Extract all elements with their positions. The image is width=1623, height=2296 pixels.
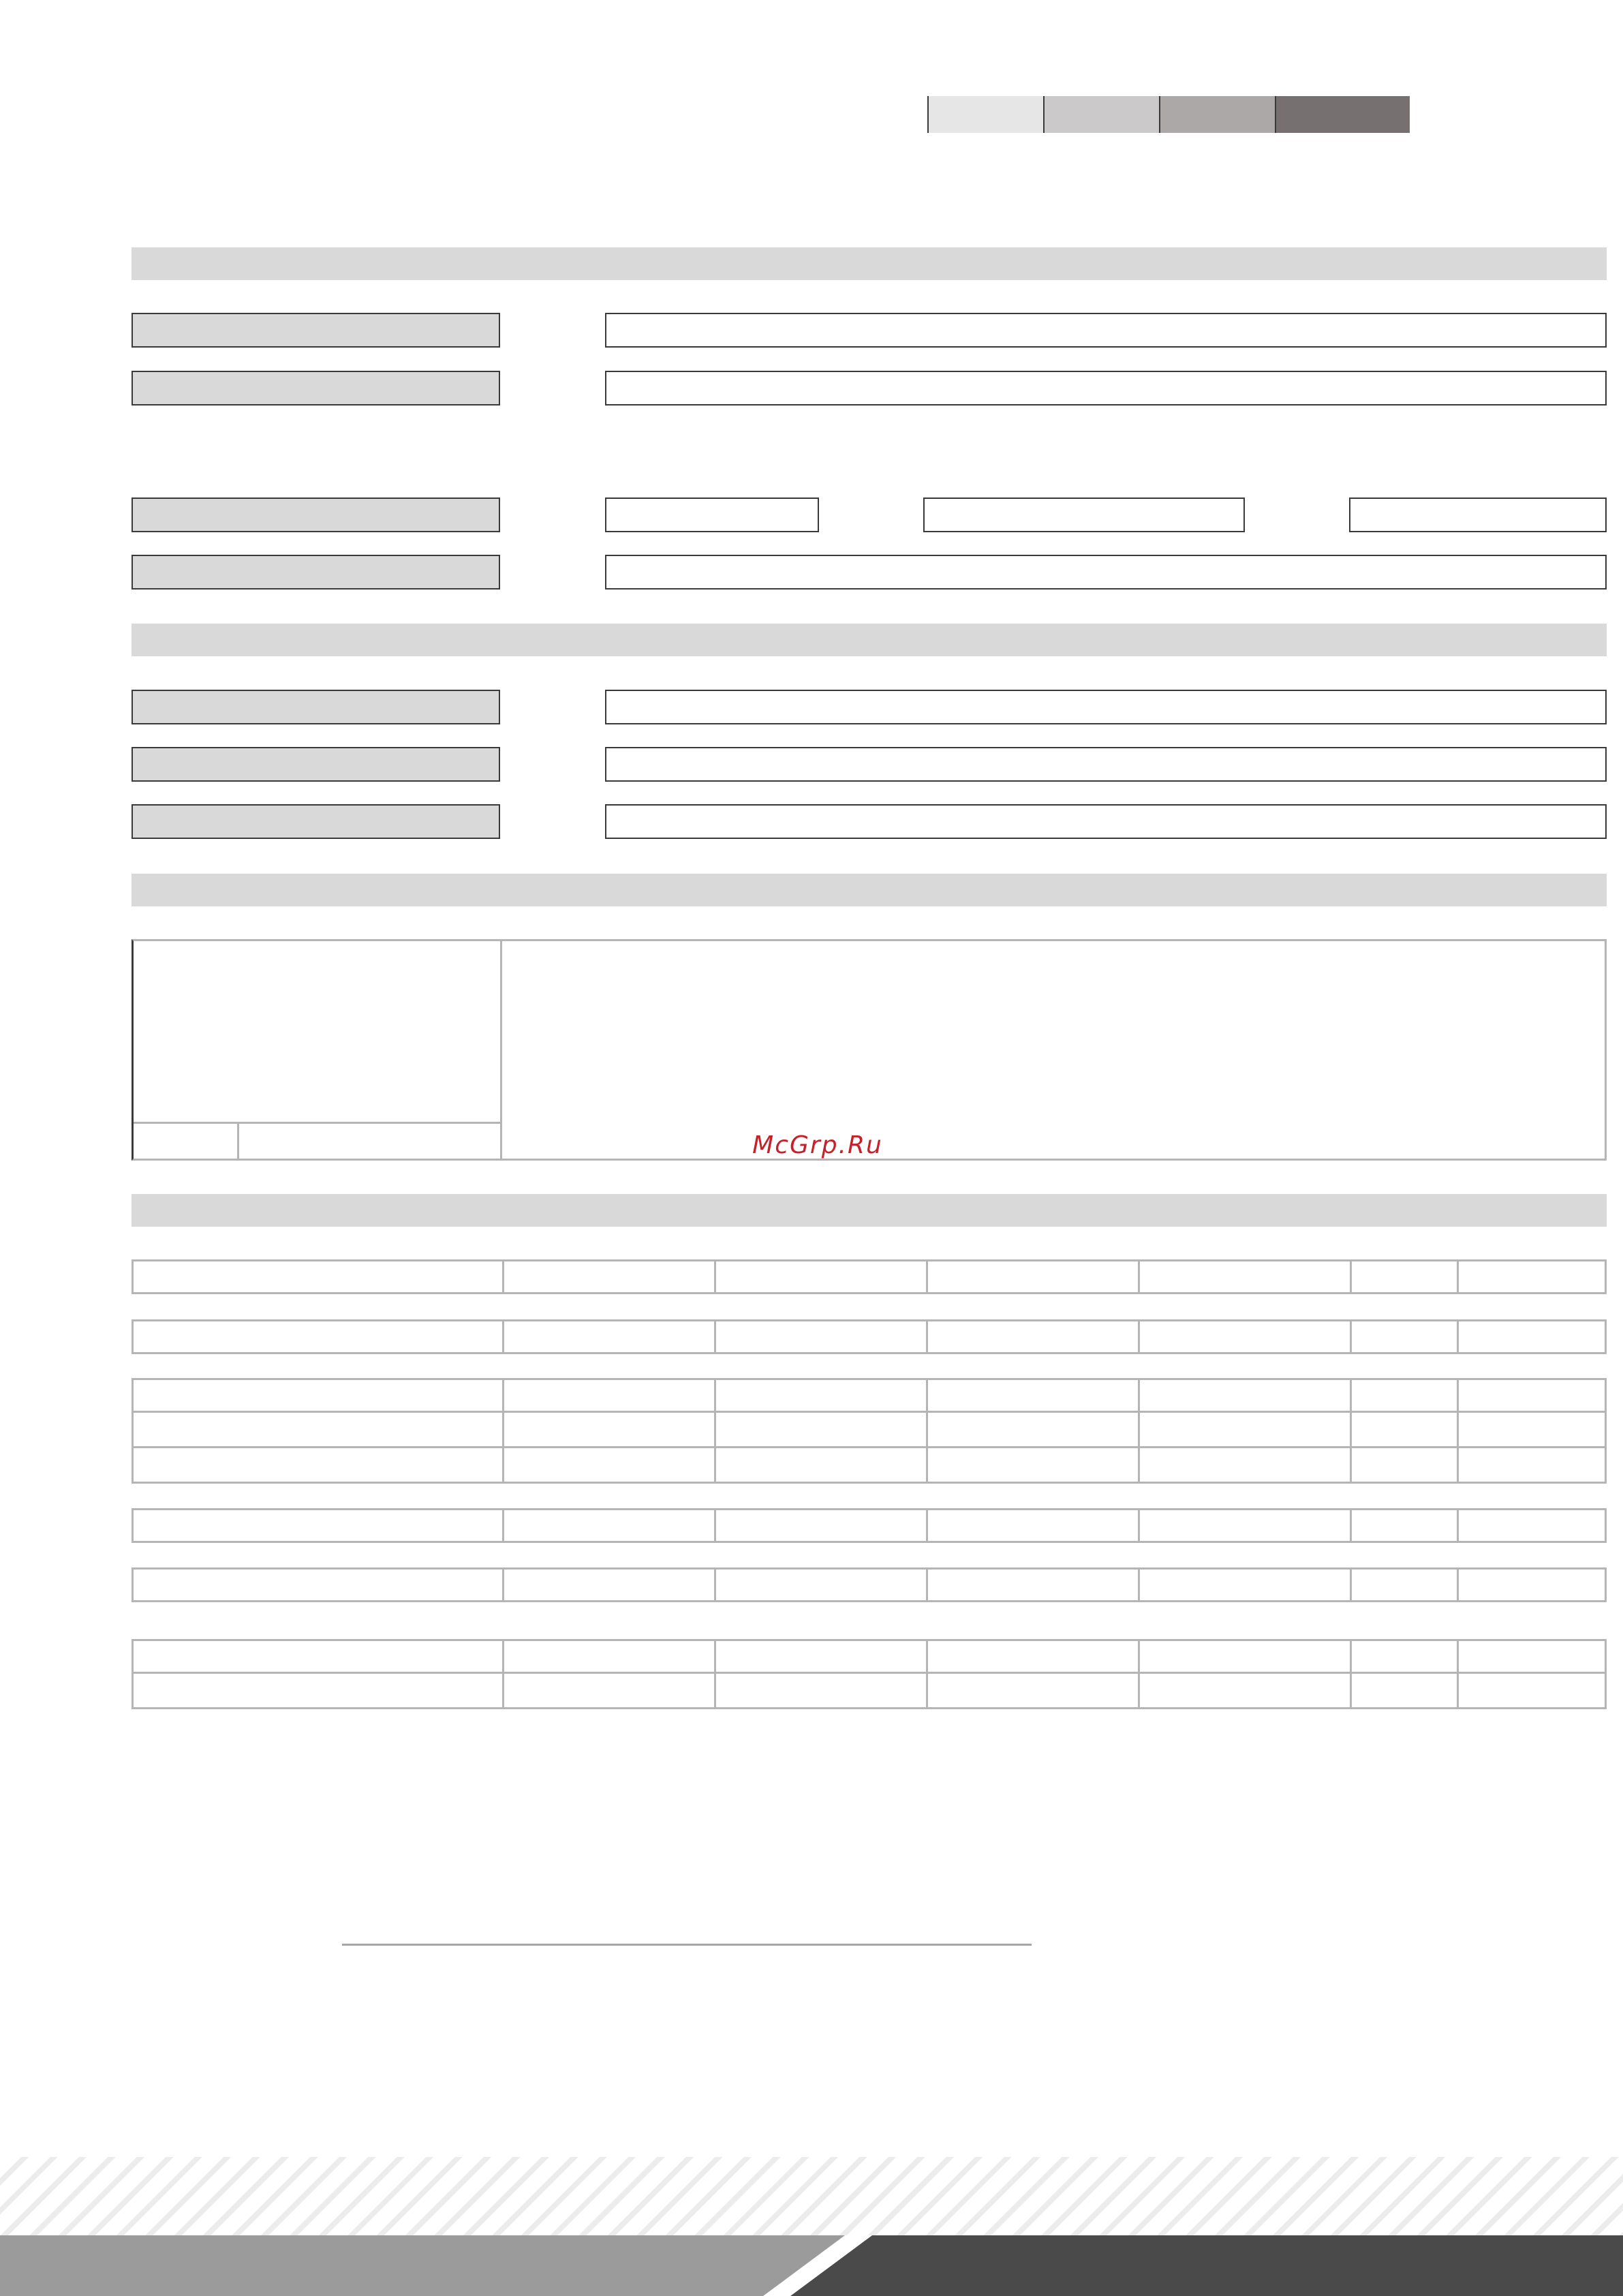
watermark-text: McGrp.Ru — [752, 1131, 883, 1159]
table-cell[interactable] — [1138, 1570, 1350, 1600]
signature-line — [342, 1944, 1032, 1946]
table-cell[interactable] — [134, 1448, 502, 1482]
table-cell[interactable] — [502, 1570, 714, 1600]
form-label-5 — [132, 690, 500, 724]
table-cell[interactable] — [134, 1570, 502, 1600]
form-field-5[interactable] — [605, 690, 1607, 724]
table-cell[interactable] — [1350, 1448, 1457, 1482]
table-cell[interactable] — [926, 1413, 1138, 1446]
table-cell[interactable] — [1457, 1261, 1605, 1292]
footer-band-dark — [790, 2235, 1623, 2296]
table-row — [132, 1413, 1607, 1448]
table-cell[interactable] — [502, 1510, 714, 1541]
table-cell[interactable] — [714, 1510, 926, 1541]
form-label-6 — [132, 747, 500, 782]
table-row — [132, 1378, 1607, 1413]
form-field-3b[interactable] — [923, 498, 1245, 532]
table-cell[interactable] — [502, 1448, 714, 1482]
form-field-6[interactable] — [605, 747, 1607, 782]
table-cell[interactable] — [1457, 1321, 1605, 1352]
table-cell[interactable] — [926, 1510, 1138, 1541]
form-field-3c[interactable] — [1349, 498, 1607, 532]
table-cell[interactable] — [134, 1261, 502, 1292]
table-cell[interactable] — [1457, 1380, 1605, 1411]
table-cell[interactable] — [926, 1641, 1138, 1672]
table-cell[interactable] — [134, 1413, 502, 1446]
table-cell[interactable] — [714, 1448, 926, 1482]
table-cell[interactable] — [1457, 1570, 1605, 1600]
form-label-3 — [132, 498, 500, 532]
swatch-dark — [1275, 96, 1410, 133]
table-cell[interactable] — [134, 1674, 502, 1707]
table-cell[interactable] — [134, 1641, 502, 1672]
table-cell[interactable] — [1138, 1380, 1350, 1411]
table-row — [132, 1674, 1607, 1709]
table-cell[interactable] — [1350, 1413, 1457, 1446]
form-field-7[interactable] — [605, 804, 1607, 839]
table-cell[interactable] — [714, 1261, 926, 1292]
table-cell[interactable] — [1138, 1510, 1350, 1541]
table-cell[interactable] — [502, 1674, 714, 1707]
swatch-mid-dark — [1159, 96, 1275, 133]
table-cell[interactable] — [1350, 1510, 1457, 1541]
table-row — [132, 1508, 1607, 1543]
footer-diagonal-pattern — [0, 2157, 1623, 2235]
section-header-2 — [132, 624, 1607, 656]
table-cell[interactable] — [714, 1674, 926, 1707]
footer-band-light — [0, 2235, 872, 2296]
table-cell[interactable] — [714, 1413, 926, 1446]
section-header-4 — [132, 1194, 1607, 1227]
photo-caption-divider — [237, 1124, 239, 1159]
form-label-2 — [132, 371, 500, 405]
table-cell[interactable] — [502, 1380, 714, 1411]
table-cell[interactable] — [714, 1641, 926, 1672]
form-field-4[interactable] — [605, 555, 1607, 590]
table-cell[interactable] — [134, 1510, 502, 1541]
table-cell[interactable] — [1350, 1321, 1457, 1352]
table-cell[interactable] — [1138, 1641, 1350, 1672]
table-cell[interactable] — [714, 1321, 926, 1352]
table-cell[interactable] — [1457, 1674, 1605, 1707]
table-cell[interactable] — [714, 1570, 926, 1600]
table-cell[interactable] — [1457, 1641, 1605, 1672]
table-cell[interactable] — [1350, 1380, 1457, 1411]
table-row — [132, 1639, 1607, 1674]
table-cell[interactable] — [502, 1321, 714, 1352]
table-cell[interactable] — [1350, 1674, 1457, 1707]
table-cell[interactable] — [1457, 1413, 1605, 1446]
table-cell[interactable] — [1138, 1321, 1350, 1352]
photo-block — [132, 939, 502, 1161]
table-row — [132, 1319, 1607, 1354]
table-cell[interactable] — [1457, 1448, 1605, 1482]
table-cell[interactable] — [134, 1321, 502, 1352]
description-block[interactable] — [500, 939, 1607, 1161]
form-field-2[interactable] — [605, 371, 1607, 405]
table-cell[interactable] — [926, 1674, 1138, 1707]
table-cell[interactable] — [1350, 1570, 1457, 1600]
table-cell[interactable] — [1138, 1413, 1350, 1446]
table-cell[interactable] — [926, 1380, 1138, 1411]
table-cell[interactable] — [1350, 1261, 1457, 1292]
swatch-mid-light — [1043, 96, 1159, 133]
swatch-light — [927, 96, 1043, 133]
table-cell[interactable] — [926, 1261, 1138, 1292]
table-cell[interactable] — [926, 1448, 1138, 1482]
form-label-4 — [132, 555, 500, 590]
form-label-7 — [132, 804, 500, 839]
table-cell[interactable] — [714, 1380, 926, 1411]
table-cell[interactable] — [502, 1261, 714, 1292]
table-row — [132, 1259, 1607, 1294]
table-cell[interactable] — [1138, 1261, 1350, 1292]
section-header-3 — [132, 874, 1607, 906]
table-row — [132, 1448, 1607, 1484]
table-cell[interactable] — [1138, 1448, 1350, 1482]
table-cell[interactable] — [502, 1641, 714, 1672]
form-label-1 — [132, 313, 500, 348]
table-cell[interactable] — [502, 1413, 714, 1446]
table-cell[interactable] — [134, 1380, 502, 1411]
form-field-1[interactable] — [605, 313, 1607, 348]
table-cell[interactable] — [1138, 1674, 1350, 1707]
photo-caption-row — [134, 1122, 500, 1159]
table-cell[interactable] — [1350, 1641, 1457, 1672]
table-cell[interactable] — [1457, 1510, 1605, 1541]
form-field-3a[interactable] — [605, 498, 819, 532]
table-cell[interactable] — [926, 1321, 1138, 1352]
section-header-1 — [132, 247, 1607, 280]
table-cell[interactable] — [926, 1570, 1138, 1600]
table-row — [132, 1567, 1607, 1602]
